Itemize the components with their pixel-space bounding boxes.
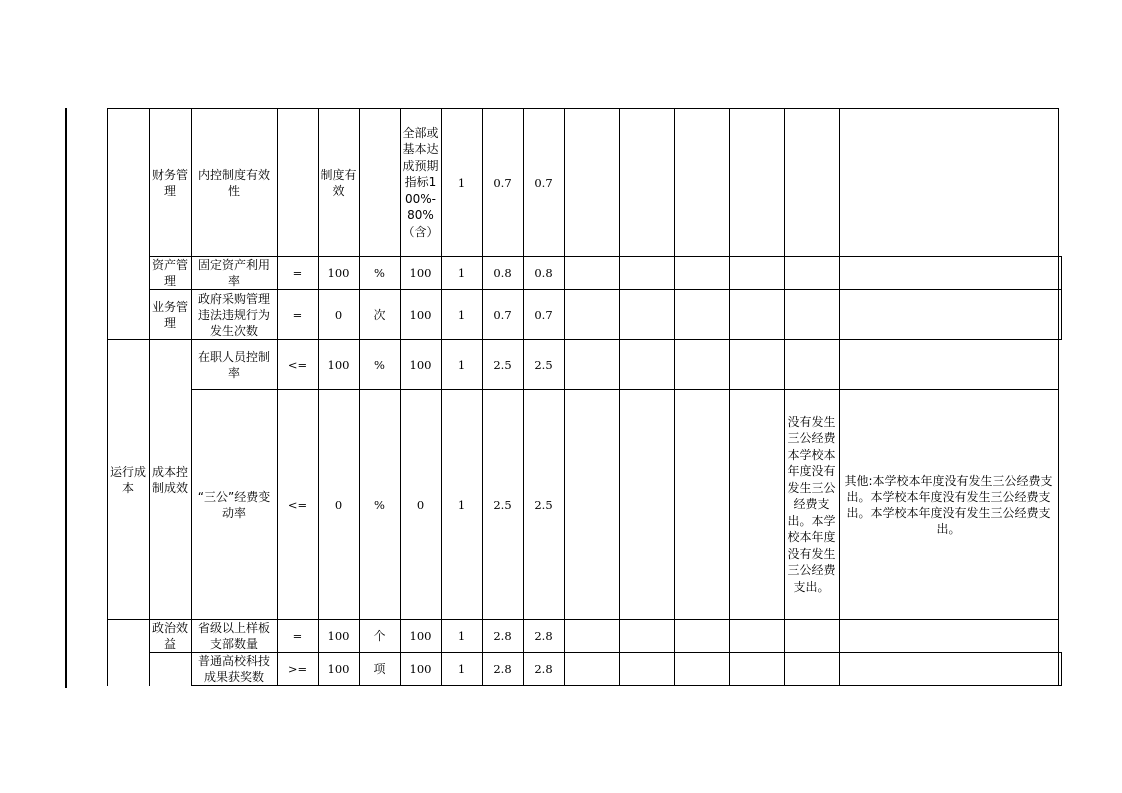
indicator-cell: 普通高校科技成果获奖数 — [191, 653, 277, 686]
operator-cell: = — [277, 257, 318, 290]
empty-cell — [619, 620, 674, 653]
empty-cell — [674, 109, 729, 257]
weight-cell: 1 — [441, 340, 482, 390]
empty-cell — [729, 290, 784, 340]
weight-cell: 1 — [441, 620, 482, 653]
note-cell — [1058, 257, 1061, 290]
empty-cell — [674, 390, 729, 620]
target-cell: 制度有效 — [318, 109, 359, 257]
empty-cell — [619, 340, 674, 390]
score-cell: 2.8 — [482, 653, 523, 686]
empty-cell — [784, 290, 839, 340]
subgroup-cell: 业务管理 — [149, 290, 191, 340]
empty-cell — [674, 620, 729, 653]
target-cell: 0 — [318, 390, 359, 620]
unit-cell: 项 — [359, 653, 400, 686]
actual-cell: 0 — [400, 390, 441, 620]
empty-cell — [674, 653, 729, 686]
note-cell — [1058, 653, 1061, 686]
reason-cell — [839, 653, 1058, 686]
actual-cell: 100 — [400, 340, 441, 390]
indicator-cell: 内控制度有效性 — [191, 109, 277, 257]
score-cell: 0.8 — [523, 257, 564, 290]
table-row — [65, 653, 1061, 686]
score-cell: 2.5 — [482, 390, 523, 620]
reason-cell — [784, 340, 839, 390]
note-cell — [839, 109, 1058, 257]
spacer-cell — [65, 290, 107, 340]
operator-cell — [277, 109, 318, 257]
reason-cell: 没有发生三公经费本学校本年度没有发生三公经费支出。本学校本年度没有发生三公经费支出。 — [784, 390, 839, 620]
subgroup-cell: 政治效益 — [149, 620, 191, 653]
empty-cell — [619, 257, 674, 290]
spacer-cell — [65, 109, 107, 257]
subgroup-cell: 成本控制成效 — [149, 340, 191, 620]
reason-cell — [784, 620, 839, 653]
score-cell: 0.7 — [482, 290, 523, 340]
empty-cell — [729, 257, 784, 290]
spacer-cell — [65, 390, 107, 620]
empty-cell — [784, 257, 839, 290]
weight-cell: 1 — [441, 290, 482, 340]
empty-cell — [729, 340, 784, 390]
score-cell: 2.5 — [523, 340, 564, 390]
target-cell: 100 — [318, 257, 359, 290]
empty-cell — [564, 290, 619, 340]
operator-cell: = — [277, 620, 318, 653]
empty-cell — [619, 653, 674, 686]
table-row — [65, 390, 1061, 620]
target-cell: 0 — [318, 290, 359, 340]
spacer-cell — [65, 257, 107, 290]
score-cell: 2.5 — [482, 340, 523, 390]
empty-cell — [619, 290, 674, 340]
score-cell: 2.8 — [523, 653, 564, 686]
group-cell: 运行成本 — [107, 340, 149, 620]
indicator-cell: 政府采购管理违法违规行为发生次数 — [191, 290, 277, 340]
spacer-cell — [65, 340, 107, 390]
empty-cell — [674, 257, 729, 290]
empty-cell — [729, 653, 784, 686]
weight-cell: 1 — [441, 390, 482, 620]
weight-cell: 1 — [441, 653, 482, 686]
subgroup-cell: 财务管理 — [149, 109, 191, 257]
empty-cell — [729, 390, 784, 620]
reason-cell — [839, 290, 1058, 340]
table-row — [65, 257, 1061, 290]
weight-cell: 1 — [441, 109, 482, 257]
table-row — [65, 620, 1061, 653]
unit-cell: 次 — [359, 290, 400, 340]
score-cell: 2.8 — [523, 620, 564, 653]
empty-cell — [674, 290, 729, 340]
score-cell: 0.7 — [523, 109, 564, 257]
reason-cell — [784, 109, 839, 257]
empty-cell — [729, 109, 784, 257]
empty-cell — [619, 390, 674, 620]
note-cell: 其他:本学校本年度没有发生三公经费支出。本学校本年度没有发生三公经费支出。本学校本年度没有发生三公经费支出。 — [839, 390, 1058, 620]
score-cell: 0.7 — [523, 290, 564, 340]
spacer-cell — [65, 620, 107, 653]
unit-cell: 个 — [359, 620, 400, 653]
actual-cell: 100 — [400, 653, 441, 686]
table-row — [65, 290, 1061, 340]
target-cell: 100 — [318, 653, 359, 686]
note-cell — [1058, 290, 1061, 340]
weight-cell: 1 — [441, 257, 482, 290]
indicator-cell: 省级以上样板支部数量 — [191, 620, 277, 653]
score-cell: 2.8 — [482, 620, 523, 653]
operator-cell: >= — [277, 653, 318, 686]
unit-cell: % — [359, 390, 400, 620]
score-cell: 0.7 — [482, 109, 523, 257]
actual-cell: 全部或基本达成预期指标100%-80%（含） — [400, 109, 441, 257]
indicator-cell: 在职人员控制率 — [191, 340, 277, 390]
empty-cell — [729, 620, 784, 653]
note-cell — [839, 340, 1058, 390]
indicator-cell: “三公”经费变动率 — [191, 390, 277, 620]
reason-cell — [839, 257, 1058, 290]
empty-cell — [619, 109, 674, 257]
unit-cell: % — [359, 257, 400, 290]
spacer-cell — [65, 653, 107, 686]
subgroup-cell: 资产管理 — [149, 257, 191, 290]
target-cell: 100 — [318, 340, 359, 390]
operator-cell: = — [277, 290, 318, 340]
actual-cell: 100 — [400, 257, 441, 290]
empty-cell — [564, 620, 619, 653]
unit-cell — [359, 109, 400, 257]
empty-cell — [564, 390, 619, 620]
empty-cell — [564, 653, 619, 686]
subgroup-cell — [149, 653, 191, 686]
group-cell — [107, 620, 149, 686]
operator-cell: <= — [277, 390, 318, 620]
actual-cell: 100 — [400, 290, 441, 340]
target-cell: 100 — [318, 620, 359, 653]
performance-indicator-table — [65, 108, 1062, 686]
empty-cell — [564, 257, 619, 290]
operator-cell: <= — [277, 340, 318, 390]
empty-cell — [564, 340, 619, 390]
indicator-cell: 固定资产利用率 — [191, 257, 277, 290]
note-cell — [839, 620, 1058, 653]
group-cell — [107, 109, 149, 340]
actual-cell: 100 — [400, 620, 441, 653]
unit-cell: % — [359, 340, 400, 390]
table-row — [65, 109, 1061, 257]
table-row — [65, 340, 1061, 390]
empty-cell — [784, 653, 839, 686]
empty-cell — [564, 109, 619, 257]
empty-cell — [674, 340, 729, 390]
score-cell: 0.8 — [482, 257, 523, 290]
score-cell: 2.5 — [523, 390, 564, 620]
